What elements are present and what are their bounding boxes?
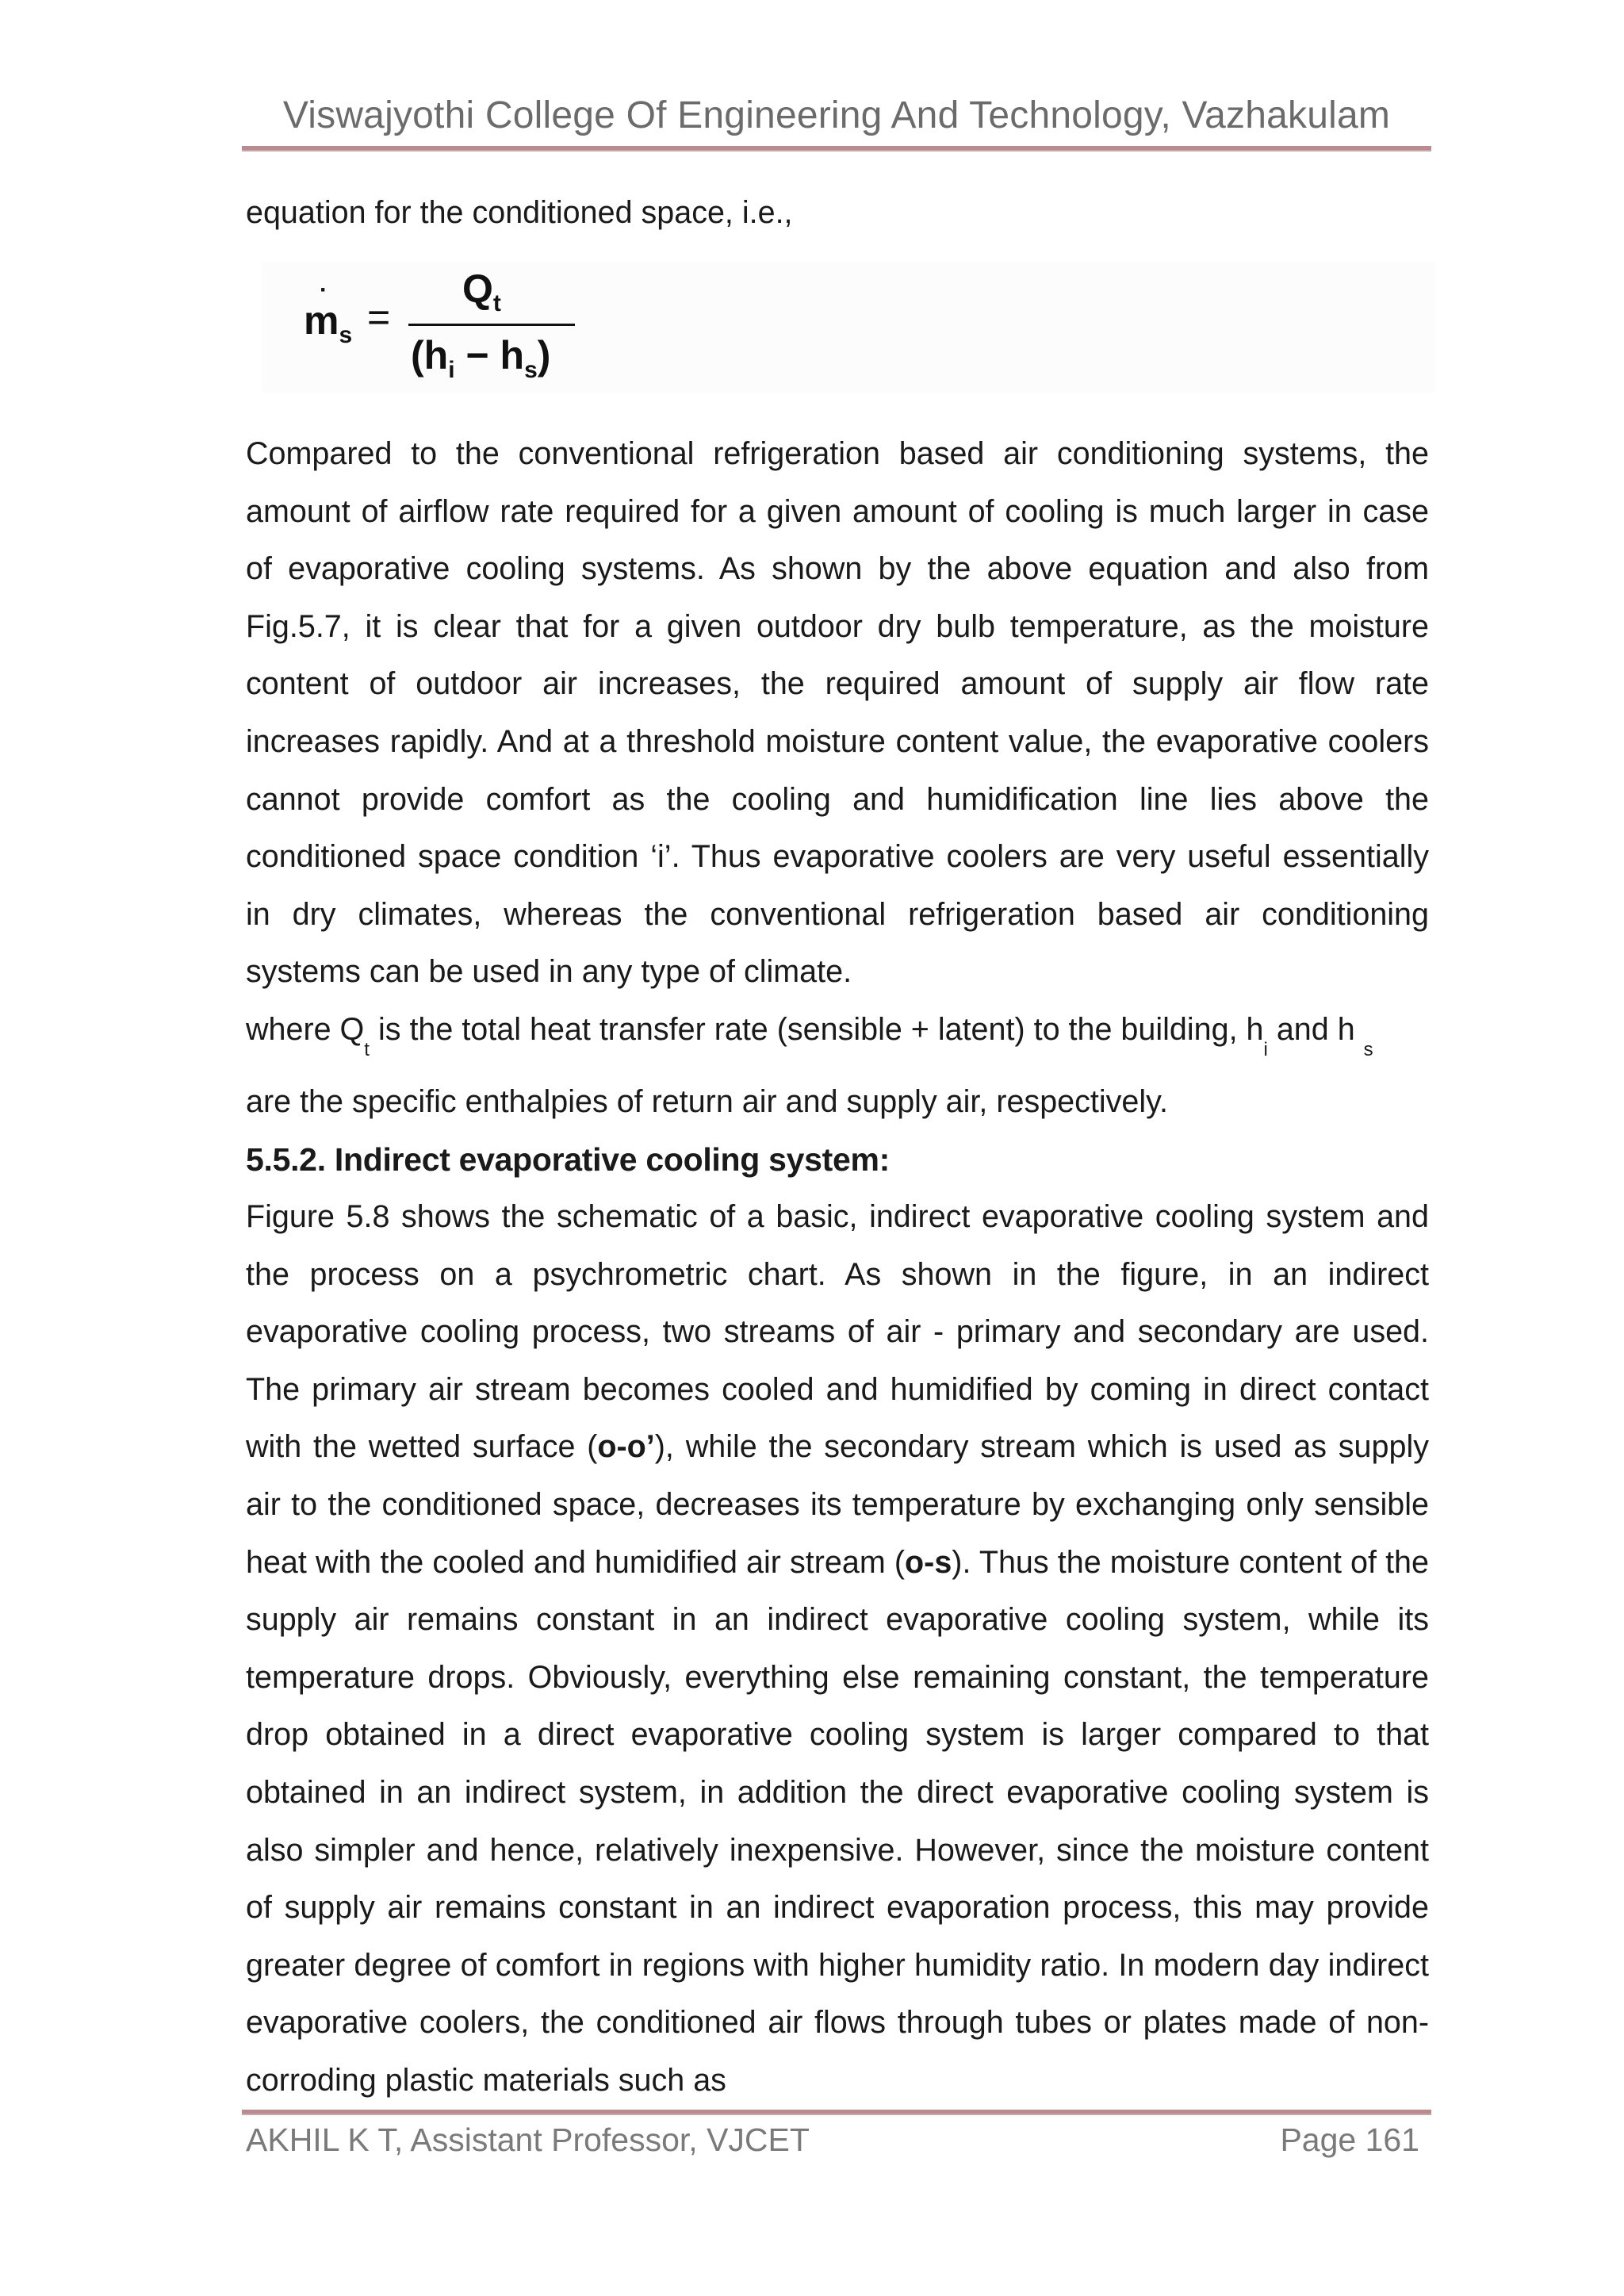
mass-flow-equation <box>297 266 583 393</box>
section-heading: 5.5.2. Indirect evaporative cooling system: <box>246 1141 890 1178</box>
footer-divider <box>242 2110 1431 2115</box>
paragraph-airflow-comparison: Compared to the conventional refrigeration based air conditioning systems, the amount of airflow rate required for a given amount of cooling is much larger in case of evaporative cooling systems. As shown by the above equation and also from Fig.5.7, it is clear that for a given outdoor dry bulb temperature, as the moisture content of outdoor air increases, the required amount of supply air flow rate increases rapidly. And at a threshold moisture content value, the evaporative coolers cannot provide comfort as the cooling and humidification line lies above the conditioned space condition ‘i’. Thus evaporative coolers are very useful essentially in dry climates, whereas the conventional refrigeration based air conditioning systems can be used in any type of climate. <box>246 436 1429 990</box>
equation-lhs: · $m_s$ <box>304 277 353 348</box>
equation-equals-sign: = <box>367 295 391 339</box>
paragraph-indirect-cooling: Figure 5.8 shows the schematic of a basic, indirect evaporative cooling system and the process on a psychrometric chart. As shown in the figure, in an indirect evaporative cooling process, two streams of air - primary and secondary are used. The primary air stream becomes cooled and humidified by coming in direct contact with the wetted surface (o-o’), while the secondary stream which is used as supply air to the conditioned space, decreases its temperature by exchanging only sensible heat with the cooled and humidified air stream (o-s). Thus the moisture content of the supply air remains constant in an indirect evaporative cooling system, while its temperature drops. Obviously, everything else remaining constant, the temperature drop obtained in a direct evaporative cooling system is larger compared to that obtained in an indirect system, in addition the direct evaporative cooling system is also simpler and hence, relatively inexpensive. However, since the moisture content of supply air remains constant in an indirect evaporation process, this may provide greater degree of comfort in regions with higher humidity ratio. In modern day indirect evaporative coolers, the conditioned air flows through tubes or plates made of non-corroding plastic materials such as <box>246 1199 1429 2098</box>
paragraph-where-definitions: where $Q_t$ is the total heat transfer rate (sensible + latent) to the building, $h_i$ and h $_s$ <box>246 1012 1373 1060</box>
header-divider <box>242 146 1431 151</box>
page-header-title: Viswajyothi College Of Engineering And Technology, Vazhakulam <box>282 94 1391 136</box>
equation-denominator: $(h_i - h_s)$ <box>411 333 551 383</box>
equation-numerator: $Q_t$ <box>462 266 501 316</box>
paragraph-where-line2: are the specific enthalpies of return air and supply air, respectively. <box>246 1084 1168 1119</box>
footer-author: AKHIL K T, Assistant Professor, VJCET <box>246 2122 810 2158</box>
fraction-bar <box>408 324 575 326</box>
footer-page-number: Page 161 <box>1280 2122 1419 2158</box>
intro-line: equation for the conditioned space, i.e., <box>246 195 793 230</box>
dot-accent: · <box>320 277 327 303</box>
